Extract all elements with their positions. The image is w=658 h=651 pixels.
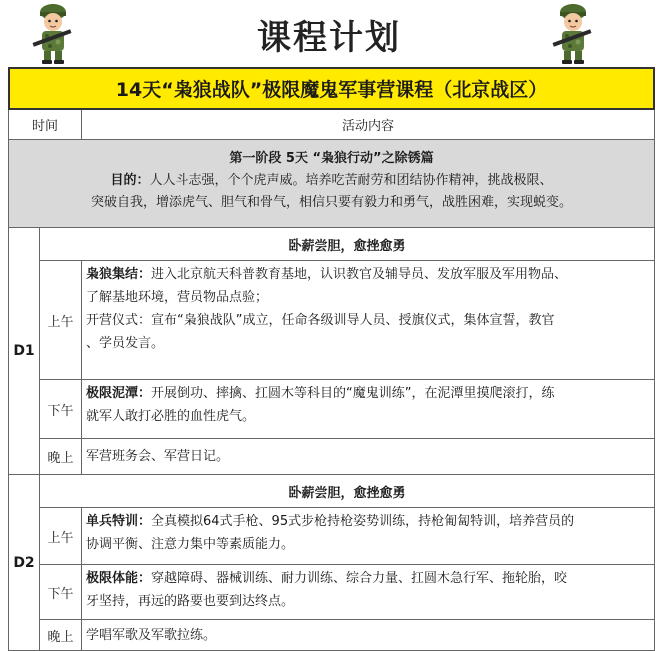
camp-banner-title: 14天“枭狼战队”极限魔鬼军事营课程（北京战区） <box>8 67 655 110</box>
slot-label: 下午 <box>40 380 82 438</box>
schedule-row-afternoon <box>40 565 654 620</box>
activity-text: 军营班务会、军营日记。 <box>86 449 230 464</box>
day-label: D2 <box>9 475 40 650</box>
day-motto: 卧薪尝胆，愈挫愈勇 <box>40 475 654 508</box>
table-header-row <box>8 110 655 140</box>
goal-label: 目的： <box>110 173 150 188</box>
activity-line: 开展倒功、摔擒、扛圆木等科目的“魔鬼训练”，在泥潭里摸爬滚打，练 <box>151 386 555 401</box>
slot-label: 晚上 <box>40 439 82 474</box>
schedule-row-evening <box>40 620 654 650</box>
goal-line2: 突破自我，增添虎气、胆气和骨气，相信只要有毅力和勇气，战胜困难，实现蜕变。 <box>90 195 572 210</box>
schedule-row-evening <box>40 439 654 474</box>
phase-title: 第一阶段 5天 “枭狼行动”之除锈篇 <box>229 151 434 166</box>
activity-text <box>82 508 654 564</box>
activity-title: 极限泥潭： <box>86 386 152 401</box>
activity-line: 全真模拟64式手枪、95式步枪持枪姿势训练，持枪匍匐特训，培养营员的 <box>151 514 575 529</box>
activity-line: 牙坚持，再远的路要也要到达终点。 <box>86 594 295 609</box>
activity-line: 了解基地环境，营员物品点验； <box>86 290 269 305</box>
activity-title: 极限体能： <box>86 571 152 586</box>
phase-block <box>8 140 655 228</box>
page-title: 课程计划 <box>257 18 401 58</box>
activity-text <box>82 380 654 438</box>
schedule-table <box>8 67 655 651</box>
activity-line: 就军人敢打必胜的血性虎气。 <box>86 409 256 424</box>
activity-title: 单兵特训： <box>86 514 152 529</box>
activity-title: 开营仪式： <box>86 313 152 328</box>
schedule-row-morning <box>40 261 654 380</box>
slot-label: 上午 <box>40 508 82 564</box>
goal-line1: 人人斗志强，个个虎声威。培养吃苦耐劳和团结协作精神，挑战极限、 <box>149 173 553 188</box>
day-motto: 卧薪尝胆，愈挫愈勇 <box>40 228 654 261</box>
phase-goal <box>9 170 654 192</box>
header-time: 时间 <box>9 110 82 139</box>
activity-text <box>82 565 654 619</box>
day-label: D1 <box>9 228 40 474</box>
activity-line: 穿越障碍、器械训练、耐力训练、综合力量、扛圆木急行军、拖轮胎，咬 <box>151 571 568 586</box>
activity-text <box>82 261 654 379</box>
slot-label: 晚上 <box>40 620 82 650</box>
activity-text: 学唱军歌及军歌拉练。 <box>86 627 217 643</box>
activity-line: 进入北京航天科普教育基地，认识教官及辅导员、发放军服及军用物品、 <box>151 267 568 282</box>
activity-line: 、学员发言。 <box>86 336 165 351</box>
slot-label: 上午 <box>40 261 82 379</box>
activity-line: 协调平衡、注意力集中等素质能力。 <box>86 537 295 552</box>
day-block-d1 <box>8 228 655 475</box>
schedule-row-afternoon <box>40 380 654 439</box>
schedule-row-morning <box>40 508 654 565</box>
header-content: 活动内容 <box>341 119 394 134</box>
day-block-d2 <box>8 475 655 651</box>
slot-label: 下午 <box>40 565 82 619</box>
activity-title: 枭狼集结： <box>86 267 152 282</box>
activity-line: 宣布“枭狼战队”成立，任命各级训导人员、授旗仪式，集体宣誓，教官 <box>151 313 555 328</box>
